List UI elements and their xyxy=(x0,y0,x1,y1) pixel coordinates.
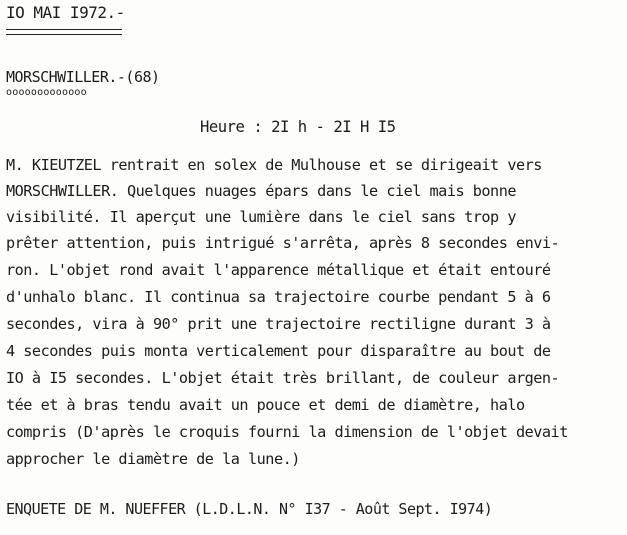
body-line-5: ron. L'objet rond avait l'apparence métallique et était entouré xyxy=(6,261,551,279)
body-line-2: MORSCHWILLER. Quelques nuages épars dans le ciel mais bonne xyxy=(6,182,516,200)
body-line-3: visibilité. Il aperçut une lumière dans le ciel sans trop y xyxy=(6,208,516,226)
body-line-12: approcher le diamètre de la lune.) xyxy=(6,450,300,468)
body-line-4: prêter attention, puis intrigué s'arrêta, après 8 secondes envi- xyxy=(6,234,560,252)
location-underline: ooooooooooooo xyxy=(6,87,87,98)
date-double-underline xyxy=(6,29,122,35)
inquiry-reference: ENQUETE DE M. NUEFFER (L.D.L.N. N° I37 - Août Sept. I974) xyxy=(6,500,493,518)
body-line-6: d'unhalo blanc. Il continua sa trajectoire courbe pendant 5 à 6 xyxy=(6,288,551,306)
body-line-1: M. KIEUTZEL rentrait en solex de Mulhouse et se dirigeait vers xyxy=(6,156,542,174)
body-line-8: 4 secondes puis monta verticalement pour disparaître au bout de xyxy=(6,342,551,360)
body-line-10: tée et à bras tendu avait un pouce et demi de diamètre, halo xyxy=(6,396,525,414)
report-date: IO MAI I972.- xyxy=(6,3,125,22)
body-line-9: IO à I5 secondes. L'objet était très brillant, de couleur argen- xyxy=(6,369,560,387)
body-line-7: secondes, vira à 90° prit une trajectoire rectiligne durant 3 à xyxy=(6,315,551,333)
report-location: MORSCHWILLER.-(68) xyxy=(6,68,160,86)
report-time: Heure : 2I h - 2I H I5 xyxy=(200,118,396,136)
body-line-11: compris (D'après le croquis fourni la dimension de l'objet devait xyxy=(6,423,568,441)
